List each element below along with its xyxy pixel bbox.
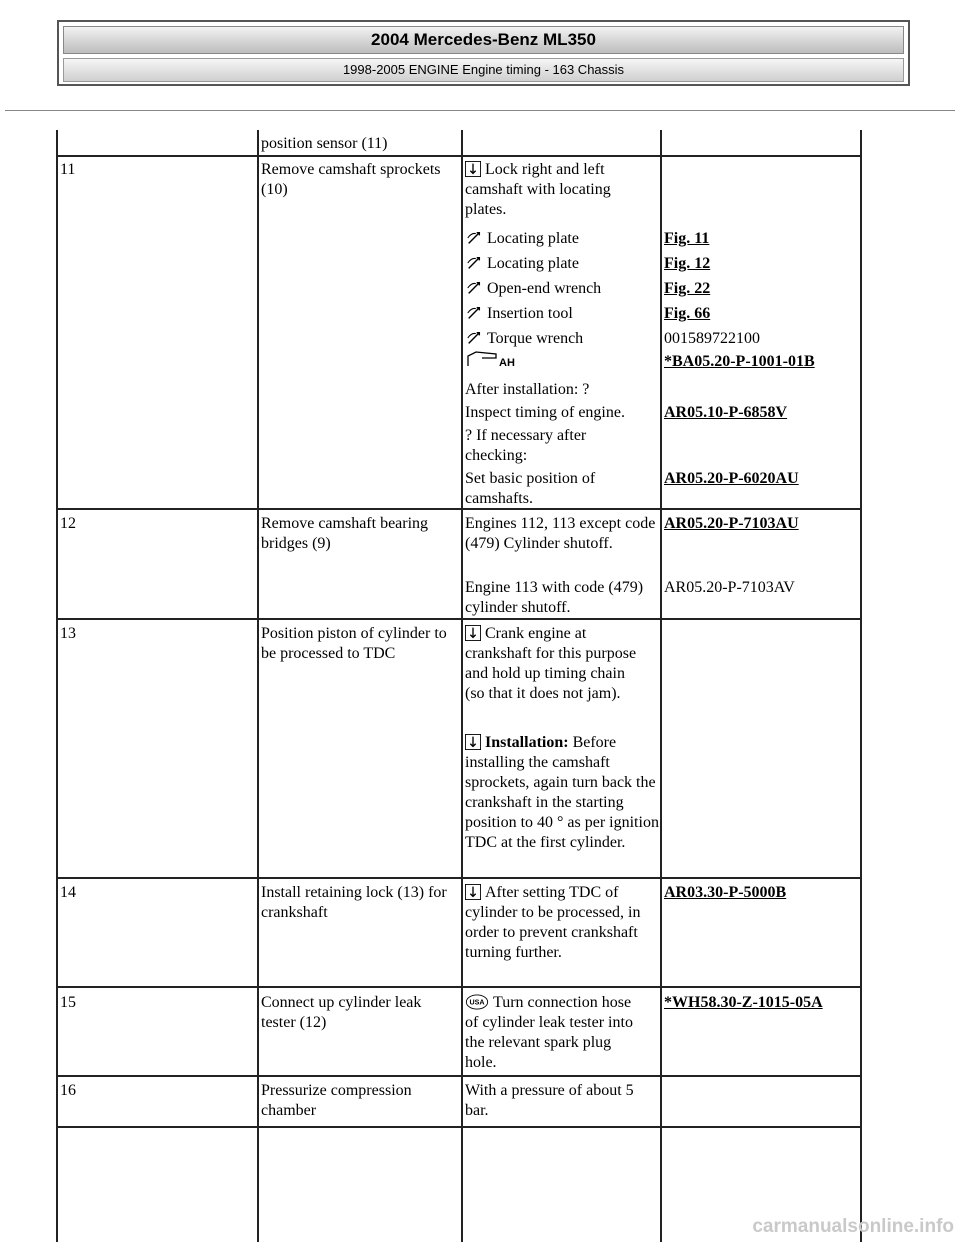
step-number: 11 — [60, 161, 76, 178]
step-number: 15 — [60, 994, 76, 1011]
note-text: After setting TDC of cylinder to be processed, in order to prevent crankshaft turning further. — [465, 884, 641, 961]
after-installation: After installation: ? — [465, 381, 590, 398]
tool-label: Locating plate — [487, 230, 579, 247]
tool-label: Insertion tool — [487, 305, 573, 322]
installation-text: Before installing the camshaft sprockets, again turn back the crankshaft in the starting position to 40 ° as per ignition TDC at the first cylinder. — [465, 734, 659, 851]
step-text: Connect up cylinder leak tester (12) — [261, 994, 422, 1031]
reference-text: AR05.20-P-7103AV — [664, 579, 795, 596]
step-number: 13 — [60, 625, 76, 642]
inspect-text: Inspect timing of engine. — [465, 404, 625, 421]
tool-label: Open-end wrench — [487, 280, 602, 297]
note — [465, 883, 659, 963]
condition-text: Engines 112, 113 except code (479) Cylinder shutoff. — [465, 515, 656, 552]
tool-icon — [465, 330, 483, 346]
tool-item — [465, 279, 655, 299]
step-text: Remove camshaft bearing bridges (9) — [261, 515, 429, 552]
usa-badge-icon — [465, 994, 489, 1010]
reference-link[interactable]: AR05.20-P-7103AU — [664, 515, 799, 532]
step-number: 14 — [60, 884, 76, 901]
tool-icon — [465, 230, 483, 246]
step-text: Position piston of cylinder to be processed to TDC — [261, 625, 447, 662]
if-necessary-text: ? If necessary after checking: — [465, 427, 587, 464]
tool-icon — [465, 280, 483, 296]
set-basic-link[interactable]: AR05.20-P-6020AU — [664, 470, 799, 487]
note — [465, 624, 640, 704]
step-text: Pressurize compression chamber — [261, 1082, 412, 1119]
watermark: carmanualsonline.info — [752, 1216, 954, 1237]
reference-link[interactable]: AR03.30-P-5000B — [664, 884, 787, 901]
step-text: Install retaining lock (13) for crankshaft — [261, 884, 447, 921]
ah-reference-link[interactable]: *BA05.20-P-1001-01B — [664, 353, 815, 370]
note — [465, 993, 645, 1073]
note-icon — [465, 625, 481, 641]
note-icon — [465, 734, 481, 750]
tool-icon — [465, 305, 483, 321]
installation-note — [465, 733, 659, 853]
header-rule — [5, 110, 955, 111]
installation-label: Installation: — [485, 734, 569, 751]
tool-label: Torque wrench — [487, 330, 584, 347]
hand-ah-icon — [465, 350, 517, 374]
tool-icon — [465, 255, 483, 271]
figure-link[interactable]: Fig. 11 — [664, 230, 710, 247]
set-basic-text: Set basic position of camshafts. — [465, 470, 596, 507]
figure-link[interactable]: Fig. 12 — [664, 255, 711, 272]
tool-item — [465, 254, 655, 274]
figure-link[interactable]: Fig. 22 — [664, 280, 711, 297]
tool-item — [465, 229, 655, 249]
note — [465, 160, 655, 220]
document-title: 2004 Mercedes-Benz ML350 — [63, 26, 904, 54]
condition-text: Engine 113 with code (479) cylinder shutoff. — [465, 579, 644, 616]
document-header — [57, 20, 910, 86]
figure-link[interactable]: Fig. 66 — [664, 305, 711, 322]
note-icon — [465, 884, 481, 900]
step-text: position sensor (11) — [261, 135, 388, 152]
note-text: Crank engine at crankshaft for this purpose and hold up timing chain (so that it does not jam). — [465, 625, 637, 702]
tool-label: Locating plate — [487, 255, 579, 272]
document-subtitle: 1998-2005 ENGINE Engine timing - 163 Chassis — [63, 58, 904, 82]
note-text: Turn connection hose of cylinder leak tester into the relevant spark plug hole. — [465, 994, 633, 1071]
note-icon — [465, 161, 481, 177]
reference-link[interactable]: *WH58.30-Z-1015-05A — [664, 994, 823, 1011]
note-text: Lock right and left camshaft with locating plates. — [465, 161, 611, 218]
part-number: 001589722100 — [664, 330, 760, 347]
step-number: 16 — [60, 1082, 76, 1099]
tool-item — [465, 304, 655, 324]
step-number: 12 — [60, 515, 76, 532]
inspect-link[interactable]: AR05.10-P-6858V — [664, 404, 788, 421]
step-text: Remove camshaft sprockets (10) — [261, 161, 441, 198]
tool-item — [465, 329, 655, 349]
note-text: With a pressure of about 5 bar. — [465, 1082, 634, 1119]
